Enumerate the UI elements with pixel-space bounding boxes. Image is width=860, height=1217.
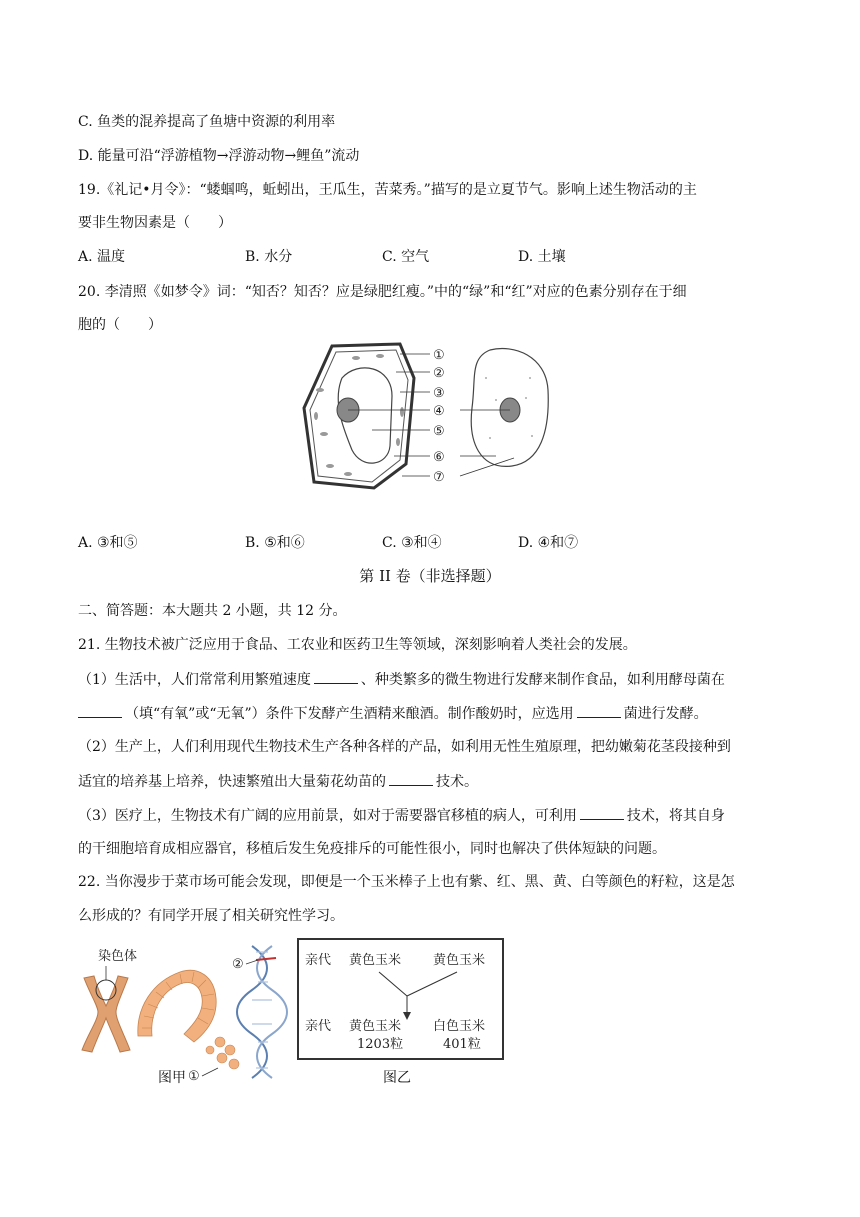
q21-p2-text-c: 技术。 [436,774,478,790]
yi-row2-right-count: 401粒 [443,1037,481,1052]
q21-part1-line1 [78,669,725,690]
answer-blank[interactable] [389,771,433,786]
q19-stem-line1: 19.《礼记•月令》：“蝼蝈鸣，蚯蚓出，王瓜生，苦菜秀。”描写的是立夏节气。影响上述生物活动的主 [78,182,697,198]
q20-option-a: A. ③和⑤ [78,535,138,551]
yi-row1-gen: 亲代 [305,953,332,968]
q21-stem: 21. 生物技术被广泛应用于食品、工农业和医药卫生等领域，深刻影响着人类社会的发展。 [78,637,637,653]
q21-p1-text-d: 菌进行发酵。 [623,706,708,722]
q19-option-a: A. 温度 [78,249,126,265]
answer-blank[interactable] [78,703,122,718]
yi-row1-left: 黄色玉米 [349,953,402,968]
section-header: 二、简答题：本大题共 2 小题，共 12 分。 [78,603,347,619]
answer-blank[interactable] [577,703,621,718]
answer-blank[interactable] [314,669,358,684]
q22-stem-line1: 22. 当你漫步于菜市场可能会发现，即便是一个玉米棒子上也有紫、红、黑、黄、白等颜色的籽粒，这是怎 [78,874,735,890]
q21-p2-text-b: 适宜的培养基上培养，快速繁殖出大量菊花幼苗的 [78,774,386,790]
chromosome-label: 染色体 [98,949,138,964]
yi-row2-right: 白色玉米 [433,1019,486,1034]
q18-option-d: D. 能量可沿“浮游植物→浮游动物→鲤鱼”流动 [78,148,360,164]
yi-row2-gen: 亲代 [305,1019,332,1034]
cell-label-2: ② [433,366,445,381]
figure-jia [76,938,301,1088]
q19-option-c: C. 空气 [382,249,430,265]
yi-row2-left-count: 1203粒 [357,1037,404,1052]
q21-p3-text-b: 技术，将其自身 [626,808,725,824]
q21-p1-text-b: 、种类繁多的微生物进行发酵来制作食品，如利用酵母菌在 [360,672,725,688]
q20-option-d: D. ④和⑦ [518,535,579,551]
cell-label-6: ⑥ [433,450,445,465]
cell-label-5: ⑤ [433,424,445,439]
q19-stem-line2: 要非生物因素是（ ） [78,215,232,231]
q20-option-c: C. ③和④ [382,535,442,551]
section-title: 第 II 卷（非选择题） [359,567,501,585]
q20-option-b: B. ⑤和⑥ [245,535,305,551]
q21-p2-text-a: （2）生产上，人们利用现代生物技术生产各种各样的产品，如利用无性生殖原理，把幼嫩菊花茎段接种到 [78,739,731,755]
cell-label-4: ④ [433,404,445,419]
q19-option-d: D. 土壤 [518,249,566,265]
cell-label-1: ① [433,348,445,363]
figure-yi-caption: 图乙 [383,1070,411,1086]
q22-stem-line2: 么形成的？有同学开展了相关研究性学习。 [78,908,344,924]
q21-part1-line2 [78,703,708,724]
q18-option-c: C. 鱼类的混养提高了鱼塘中资源的利用率 [78,114,336,130]
yi-row2-left: 黄色玉米 [349,1019,402,1034]
q20-stem-line2: 胞的（ ） [78,317,162,333]
cell-label-7: ⑦ [433,470,445,485]
cell-label-3: ③ [433,386,445,401]
q21-p1-text-c: （填“有氧”或“无氧”）条件下发酵产生酒精来酿酒。制作酸奶时，应选用 [125,706,574,722]
q21-part2-line2 [78,771,478,792]
q21-p3-text-c: 的干细胞培育成相应器官，移植后发生免疫排斥的可能性很小，同时也解决了供体短缺的问题。 [78,841,666,857]
figure-jia-caption: 图甲 [158,1070,186,1086]
q20-stem-line1: 20. 李清照《如梦令》词：“知否？知否？应是绿肥红瘦。”中的“绿”和“红”对应的色素分别存在于细 [78,284,687,300]
yi-row1-right: 黄色玉米 [433,953,486,968]
q21-p3-text-a: （3）医疗上，生物技术有广阔的应用前景，如对于需要器官移植的病人，可利用 [78,808,577,824]
answer-blank[interactable] [580,805,624,820]
figure-yi [297,938,505,1062]
marker-2: ② [232,957,244,972]
q19-option-b: B. 水分 [245,249,293,265]
q21-part3-line1 [78,805,725,826]
cell-diagram [300,338,560,498]
q21-p1-text-a: （1）生活中，人们常常利用繁殖速度 [78,672,311,688]
marker-1: ① [188,1069,200,1084]
